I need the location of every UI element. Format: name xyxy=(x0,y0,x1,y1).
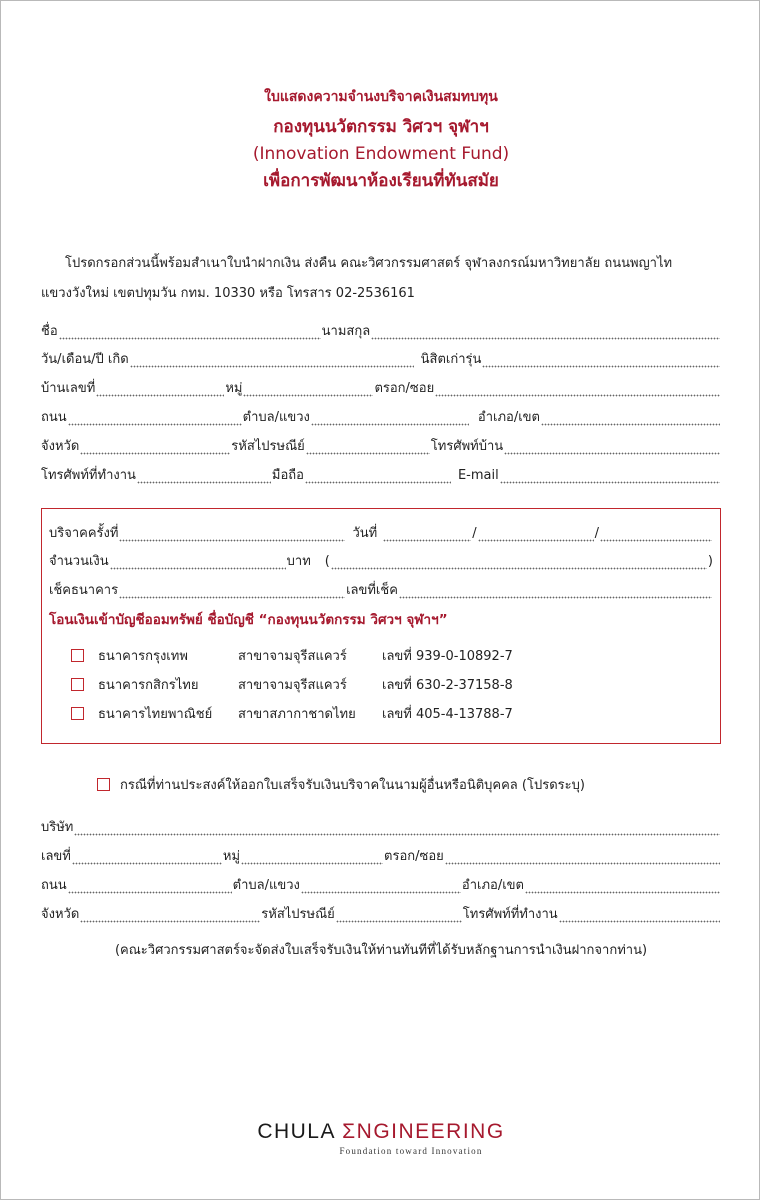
fund-english-title: (Innovation Endowment Fund) xyxy=(252,144,510,164)
bank-option-1 xyxy=(71,644,513,666)
receipt-moo-field[interactable] xyxy=(241,848,383,866)
donation-times-row xyxy=(49,521,713,543)
province-label: จังหวัด xyxy=(41,439,80,454)
receipt-subdistrict-label: ตำบล/แขวง xyxy=(232,878,300,893)
amount-field[interactable] xyxy=(110,553,286,571)
instructions-line-2: แขวงวังใหม่ เขตปทุมวัน กทม. 10330 หรือ โทรสาร 02-2536161 xyxy=(41,286,415,301)
birth-row xyxy=(41,347,721,369)
road-row xyxy=(41,405,721,427)
name-row xyxy=(41,319,721,341)
first-name-label: ชื่อ xyxy=(41,324,58,339)
company-label: บริษัท xyxy=(41,820,74,835)
moo-field[interactable] xyxy=(243,380,373,398)
cheque-bank-field[interactable] xyxy=(119,582,345,600)
bank-1-checkbox[interactable] xyxy=(71,649,84,662)
receipt-work-phone-field[interactable] xyxy=(559,906,720,924)
receipt-alley-label: ตรอก/ซอย xyxy=(384,849,444,864)
bank-3-account: เลขที่ 405-4-13788-7 xyxy=(382,706,513,722)
logo-engineering: ΣNGINEERING xyxy=(342,1120,505,1143)
donation-year-field[interactable] xyxy=(600,525,712,543)
receipt-district-label: อำเภอ/เขต xyxy=(461,878,525,893)
house-row xyxy=(41,376,721,398)
transfer-instruction: โอนเงินเข้าบัญชีออมทรัพย์ ชื่อบัญชี “กองทุนนวัตกรรม วิศวฯ จุฬาฯ” xyxy=(49,612,448,628)
receipt-road-row xyxy=(41,873,721,895)
receipt-postcode-field[interactable] xyxy=(336,906,462,924)
bank-1-name: ธนาคารกรุงเทพ xyxy=(98,648,188,664)
chula-engineering-logo xyxy=(1,1119,760,1157)
alumni-class-field[interactable] xyxy=(482,351,720,369)
bank-2-checkbox[interactable] xyxy=(71,678,84,691)
bank-option-3 xyxy=(71,702,513,724)
district-label: อำเภอ/เขต xyxy=(477,410,541,425)
postcode-label: รหัสไปรษณีย์ xyxy=(231,439,305,454)
logo-wordmark xyxy=(1,1119,760,1145)
receipt-note: (คณะวิศวกรรมศาสตร์จะจัดส่งใบเสร็จรับเงินให้ท่านทันทีที่ได้รับหลักฐานการนำเงินฝากจากท่าน) xyxy=(114,943,648,958)
bank-3-checkbox[interactable] xyxy=(71,707,84,720)
road-field[interactable] xyxy=(68,409,242,427)
moo-label: หมู่ xyxy=(225,381,243,396)
province-row xyxy=(41,434,721,456)
donation-times-field[interactable] xyxy=(119,525,345,543)
cheque-no-label: เลขที่เช็ค xyxy=(346,583,398,598)
birth-date-field[interactable] xyxy=(130,351,414,369)
receipt-province-row xyxy=(41,902,721,924)
work-phone-field[interactable] xyxy=(137,467,271,485)
work-phone-label: โทรศัพท์ที่ทำงาน xyxy=(41,468,136,483)
receipt-number-label: เลขที่ xyxy=(41,849,71,864)
bank-2-account: เลขที่ 630-2-37158-8 xyxy=(382,677,513,693)
logo-chula: CHULA xyxy=(257,1120,343,1143)
subdistrict-label: ตำบล/แขวง xyxy=(242,410,310,425)
bank-2-name: ธนาคารกสิกรไทย xyxy=(98,677,199,693)
receipt-option xyxy=(97,773,585,795)
first-name-field[interactable] xyxy=(59,323,321,341)
alley-label: ตรอก/ซอย xyxy=(374,381,435,396)
donation-month-field[interactable] xyxy=(478,525,594,543)
bank-3-branch: สาขาสภากาชาดไทย xyxy=(238,706,356,722)
amount-words-open: ( xyxy=(324,554,330,569)
receipt-district-field[interactable] xyxy=(525,877,720,895)
receipt-moo-label: หมู่ xyxy=(222,849,241,864)
receipt-address-row xyxy=(41,844,721,866)
bank-3-name: ธนาคารไทยพาณิชย์ xyxy=(98,706,213,722)
donation-day-field[interactable] xyxy=(383,525,471,543)
receipt-road-label: ถนน xyxy=(41,878,67,893)
subdistrict-field[interactable] xyxy=(311,409,469,427)
amount-row xyxy=(49,549,713,571)
amount-words-field[interactable] xyxy=(331,553,707,571)
fund-purpose: เพื่อการพัฒนาห้องเรียนที่ทันสมัย xyxy=(263,171,499,191)
receipt-number-field[interactable] xyxy=(72,848,222,866)
receipt-province-label: จังหวัด xyxy=(41,907,80,922)
baht-label: บาท xyxy=(286,554,311,569)
cheque-bank-label: เช็คธนาคาร xyxy=(49,583,119,598)
receipt-work-phone-label: โทรศัพท์ที่ทำงาน xyxy=(462,907,558,922)
road-label: ถนน xyxy=(41,410,67,425)
amount-label: จำนวนเงิน xyxy=(49,554,109,569)
email-label: E-mail xyxy=(457,468,499,483)
instructions-line-1: โปรดกรอกส่วนนี้พร้อมสำเนาใบนำฝากเงิน ส่งคืน คณะวิศวกรรมศาสตร์ จุฬาลงกรณ์มหาวิทยาลัย ถนนพญาไท xyxy=(65,256,673,271)
mobile-label: มือถือ xyxy=(271,468,304,483)
date-separator-2: / xyxy=(594,526,599,541)
home-phone-label: โทรศัพท์บ้าน xyxy=(430,439,504,454)
form-subtitle: ใบแสดงความจำนงบริจาคเงินสมทบทุน xyxy=(264,89,498,105)
mobile-field[interactable] xyxy=(305,467,451,485)
fund-title: กองทุนนวัตกรรม วิศวฯ จุฬาฯ xyxy=(273,117,489,137)
home-phone-field[interactable] xyxy=(504,438,720,456)
receipt-checkbox[interactable] xyxy=(97,778,110,791)
receipt-alley-field[interactable] xyxy=(445,848,720,866)
province-field[interactable] xyxy=(80,438,230,456)
last-name-field[interactable] xyxy=(371,323,720,341)
donation-times-label: บริจาคครั้งที่ xyxy=(49,526,119,541)
house-no-field[interactable] xyxy=(96,380,224,398)
receipt-subdistrict-field[interactable] xyxy=(301,877,461,895)
receipt-road-field[interactable] xyxy=(68,877,232,895)
email-field[interactable] xyxy=(500,467,720,485)
cheque-row xyxy=(49,578,713,600)
logo-tagline: Foundation toward Innovation xyxy=(339,1146,483,1156)
amount-words-close: ) xyxy=(707,554,713,569)
company-field[interactable] xyxy=(74,819,720,837)
contact-row xyxy=(41,463,721,485)
alley-field[interactable] xyxy=(435,380,720,398)
bank-option-2 xyxy=(71,673,513,695)
bank-1-account: เลขที่ 939-0-10892-7 xyxy=(382,648,513,664)
birth-date-label: วัน/เดือน/ปี เกิด xyxy=(41,352,129,367)
cheque-no-field[interactable] xyxy=(399,582,712,600)
donation-date-label: วันที่ xyxy=(352,526,378,541)
date-separator-1: / xyxy=(472,526,477,541)
house-no-label: บ้านเลขที่ xyxy=(41,381,96,396)
receipt-province-field[interactable] xyxy=(80,906,260,924)
form-header xyxy=(1,87,760,195)
last-name-label: นามสกุล xyxy=(321,324,371,339)
bank-2-branch: สาขาจามจุรีสแควร์ xyxy=(238,677,347,693)
receipt-postcode-label: รหัสไปรษณีย์ xyxy=(261,907,335,922)
receipt-option-label: กรณีที่ท่านประสงค์ให้ออกใบเสร็จรับเงินบริจาคในนามผู้อื่นหรือนิติบุคคล (โปรดระบุ) xyxy=(120,777,585,793)
alumni-class-label: นิสิตเก่ารุ่น xyxy=(420,352,482,367)
postcode-field[interactable] xyxy=(306,438,430,456)
district-field[interactable] xyxy=(541,409,720,427)
instructions xyxy=(41,249,721,309)
company-row xyxy=(41,815,721,837)
bank-1-branch: สาขาจามจุรีสแควร์ xyxy=(238,648,347,664)
